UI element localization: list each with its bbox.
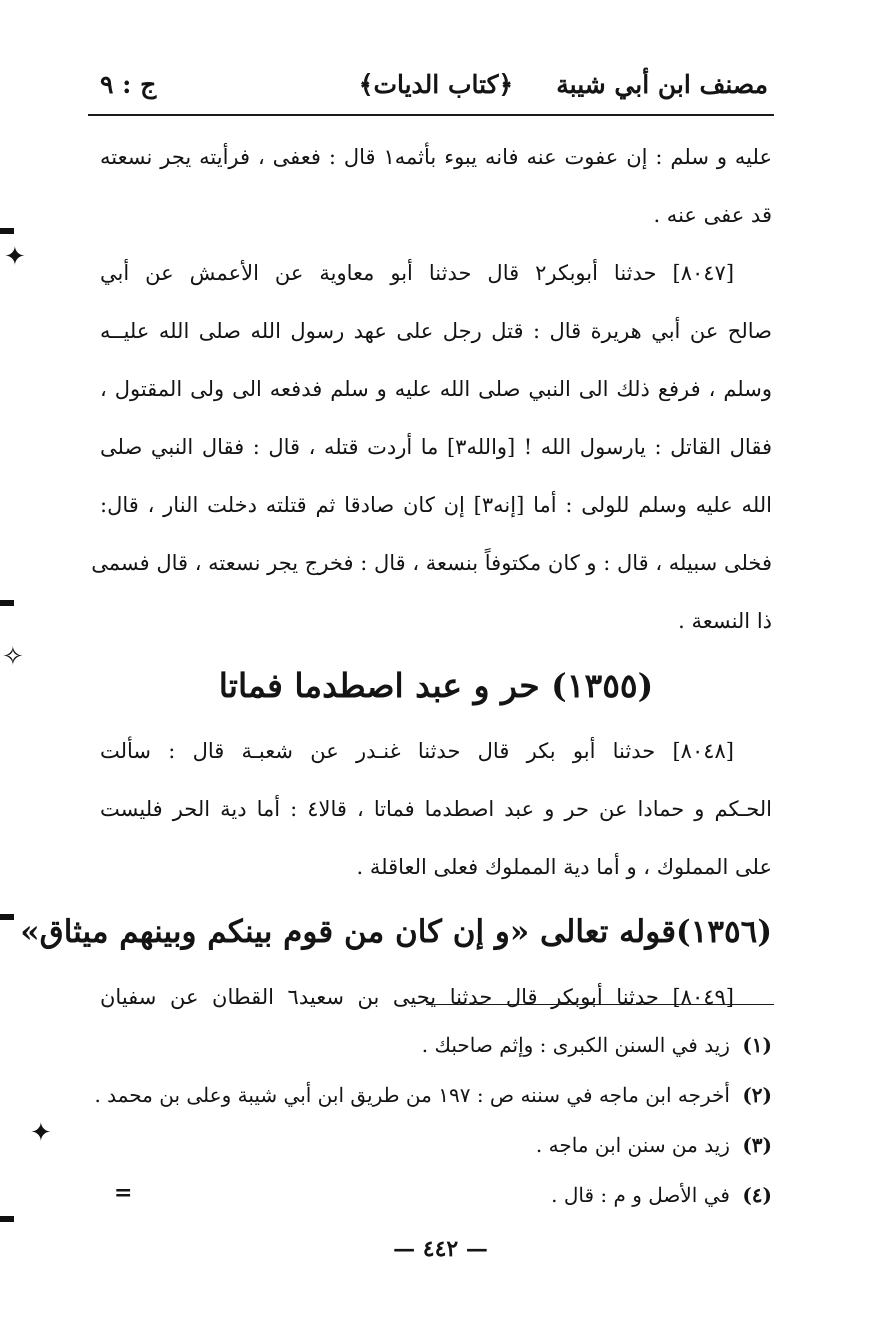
chapter-title: ﴿كتاب الديات﴾ (358, 70, 514, 99)
text-line: فخلى سبيله ، قال : و كان مكتوفاً بنسعة ، قال : فخرج يجر نسعته ، قال فسمى (91, 551, 772, 575)
footnote-number: (٣) (742, 1133, 772, 1157)
text-line: وسلم ، فرفع ذلك الى النبي صلى الله عليه و سلم فدفعه الى ولى المقتول ، (100, 377, 772, 401)
star-mark-icon: ✦ (4, 242, 26, 272)
footnote-3 (100, 1120, 772, 1170)
book-title: مصنف ابن أبي شيبة (556, 70, 768, 99)
binding-mark (0, 914, 14, 920)
text-line: عليه و سلم : إن عفوت عنه فانه يبوء بأثمه١ قال : فعفى ، فرأيته يجر نسعته (100, 145, 772, 169)
section-heading-1356: (١٣٥٦)قوله تعالى «و إن كان من قوم بينكم وبينهم ميثاق» (20, 914, 772, 950)
text-line: الحـكم و حمادا عن حر و عبد اصطدما فماتا ، قالا٤ : أما دية الحر فليست (100, 797, 772, 821)
running-header (100, 62, 772, 112)
footnote-text: أخرجه ابن ماجه في سننه ص : ١٩٧ من طريق ابن أبي شيبة وعلى بن محمد . (94, 1083, 730, 1107)
text-line: صالح عن أبي هريرة قال : قتل رجل على عهد رسول الله صلى الله عليــه (100, 319, 772, 343)
page-number: — ٤٤٢ — (393, 1236, 488, 1262)
footnote-number: (١) (742, 1033, 772, 1057)
binding-mark (0, 600, 14, 606)
hadith-8049-start: [٨٠٤٩] حدثنا أبوبكر قال حدثنا يحيى بن سعيد٦ القطان عن سفيان (100, 985, 734, 1009)
main-text (20, 128, 773, 1026)
section-heading-1355: (١٣٥٥) حر و عبد اصطدما فماتا (218, 666, 654, 705)
footnotes (94, 1020, 772, 1220)
header-divider (88, 114, 774, 116)
text-line: على المملوك ، و أما دية المملوك فعلى العاقلة . (356, 855, 772, 879)
text-line: الله عليه وسلم للولى : أما [إنه٣] إن كان صادقا ثم قتلته دخلت النار ، قال: (100, 493, 773, 517)
footnote-divider (426, 1004, 774, 1005)
star-mark-icon: ✧ (2, 642, 24, 672)
text-line: فقال القاتل : يارسول الله ! [والله٣] ما أردت قتله ، قال : فقال النبي صلى (100, 435, 772, 459)
text-line: قد عفى عنه . (653, 203, 772, 227)
star-mark-icon: ✦ (30, 1118, 52, 1148)
hadith-8048-start: [٨٠٤٨] حدثنا أبو بكر قال حدثنا غنـدر عن شعبـة قال : سألت (100, 739, 734, 763)
binding-mark (0, 1216, 14, 1222)
footnote-2 (94, 1070, 772, 1120)
footnote-number: (٤) (742, 1183, 772, 1207)
volume-number: ج : ٩ (100, 70, 157, 99)
footnote-1 (100, 1020, 772, 1070)
text-line: ذا النسعة . (678, 609, 772, 633)
binding-mark (0, 228, 14, 234)
footnote-number: (٢) (742, 1083, 772, 1107)
continuation-mark: = (114, 1180, 133, 1206)
footnote-text: زيد في السنن الكبرى : وإثم صاحبك . (421, 1033, 730, 1057)
footnote-text: زيد من سنن ابن ماجه . (535, 1133, 730, 1157)
hadith-8047-start: [٨٠٤٧] حدثنا أبوبكر٢ قال حدثنا أبو معاوية عن الأعمش عن أبي (100, 261, 735, 285)
footnote-4 (100, 1170, 772, 1220)
footnote-text: في الأصل و م : قال . (551, 1183, 730, 1207)
